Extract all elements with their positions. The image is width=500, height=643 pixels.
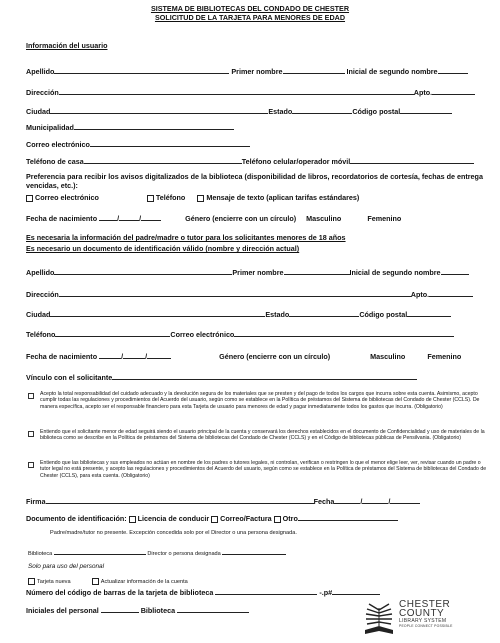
parent-telefono-field[interactable] xyxy=(55,329,170,337)
firma-row: Firma Fecha / / xyxy=(26,496,420,506)
codigo-postal-field[interactable] xyxy=(400,106,452,114)
parent-dob-row: Fecha de nacimiento / / Género (encierre con un círculo) Masculino Femenino xyxy=(26,352,462,361)
fecha-nac-label: Fecha de nacimiento xyxy=(26,214,98,223)
user-email-row xyxy=(26,139,250,149)
parent-telefono-label: Teléfono xyxy=(26,330,56,339)
logo-line-2: COUNTY xyxy=(399,608,445,619)
direccion-field[interactable] xyxy=(59,87,414,95)
ciudad-field[interactable] xyxy=(50,106,268,114)
parent-ciudad-field[interactable] xyxy=(50,309,265,317)
parent-primer-nombre-field[interactable] xyxy=(284,267,350,275)
user-name-row xyxy=(26,66,468,76)
tarjeta-nueva-label: Tarjeta nueva xyxy=(37,578,71,585)
codigo-postal-label: Código postal xyxy=(352,107,401,116)
parent-apto-field[interactable] xyxy=(429,289,473,297)
biblioteca-field[interactable] xyxy=(54,549,146,555)
doc-id-label: Documento de identificación: xyxy=(26,514,127,523)
tel-celular-field[interactable] xyxy=(350,156,474,164)
apellido-field[interactable] xyxy=(54,66,229,74)
doc-id-row xyxy=(26,513,398,523)
book-logo-icon xyxy=(363,600,397,636)
iniciales-row xyxy=(26,605,249,615)
correo-factura-checkbox[interactable] xyxy=(211,516,218,523)
vinculo-field[interactable] xyxy=(112,372,417,380)
opt-correo-label: Correo electrónico xyxy=(35,193,99,202)
correo-field[interactable] xyxy=(90,139,250,147)
parent-note-1: Es necesaria la información del padre/madre o tutor para los solicitantes menores de 18 años xyxy=(26,233,346,242)
dob-day-field[interactable] xyxy=(119,213,139,221)
fecha-label: Fecha xyxy=(313,497,335,506)
parent-name-row xyxy=(26,267,469,277)
licencia-checkbox[interactable] xyxy=(129,516,136,523)
actualizar-label: Actualizar información de la cuenta xyxy=(100,578,188,585)
parent-primer-nombre-label: Primer nombre xyxy=(232,268,284,277)
vinculo-label: Vínculo con el solicitante xyxy=(26,373,113,382)
iniciales-label: Iniciales del personal xyxy=(26,606,99,615)
parent-direccion-label: Dirección xyxy=(26,290,59,299)
user-city-row xyxy=(26,106,452,116)
municipalidad-field[interactable] xyxy=(74,122,234,130)
tel-celular-label: Teléfono celular/operador móvil xyxy=(241,157,351,166)
correo-checkbox[interactable] xyxy=(26,195,33,202)
parent-codigo-postal-label: Código postal xyxy=(359,310,408,319)
barcode-row xyxy=(26,587,380,597)
apto-field[interactable] xyxy=(432,87,475,95)
parent-estado-label: Estado xyxy=(265,310,290,319)
logo-line-1: CHESTER xyxy=(399,599,451,610)
p-number-label: -.p# xyxy=(319,588,333,597)
fecha-month-field[interactable] xyxy=(334,496,360,504)
firma-field[interactable] xyxy=(46,496,314,504)
otro-checkbox[interactable] xyxy=(274,516,281,523)
primer-nombre-field[interactable] xyxy=(283,66,345,74)
vinculo-row xyxy=(26,372,417,382)
p-number-field[interactable] xyxy=(332,587,380,595)
parent-direccion-field[interactable] xyxy=(59,289,411,297)
tel-casa-label: Teléfono de casa xyxy=(26,157,84,166)
telefono-checkbox[interactable] xyxy=(147,195,154,202)
parent-apellido-label: Apellido xyxy=(26,268,55,277)
parent-fecha-nac-label: Fecha de nacimiento xyxy=(26,352,98,361)
actualizar-checkbox[interactable] xyxy=(92,578,99,585)
director-field[interactable] xyxy=(222,549,286,555)
iniciales-field[interactable] xyxy=(101,605,139,613)
correo-factura-label: Correo/Factura xyxy=(220,514,272,523)
logo-line-3: LIBRARY SYSTEM xyxy=(399,618,447,624)
tarjeta-nueva-checkbox[interactable] xyxy=(28,578,35,585)
header-line-1: SISTEMA DE BIBLIOTECAS DEL CONDADO DE CHESTER xyxy=(150,4,350,13)
parent-address-row xyxy=(26,289,473,299)
genero-label: Género (encierre con un círculo) xyxy=(185,214,297,223)
inicial-label: Inicial de segundo nombre xyxy=(346,67,438,76)
parent-codigo-postal-field[interactable] xyxy=(407,309,451,317)
parent-inicial-label: Inicial de segundo nombre xyxy=(349,268,441,277)
user-dob-row: Fecha de nacimiento / / Género (encierre con un círculo) Masculino Femenino xyxy=(26,214,402,223)
header-line-2: SOLICITUD DE LA TARJETA PARA MENORES DE EDAD xyxy=(154,13,346,22)
parent-correo-field[interactable] xyxy=(234,329,454,337)
agreement-2-checkbox[interactable] xyxy=(28,431,34,437)
director-label: Director o persona designada xyxy=(147,551,221,557)
user-address-row xyxy=(26,87,475,97)
user-info-heading: Información del usuario xyxy=(26,41,108,50)
dob-month-field[interactable] xyxy=(99,213,117,221)
dob-year-field[interactable] xyxy=(141,213,161,221)
biblioteca-director-row xyxy=(28,549,286,557)
agreement-3-text: Entiendo que las bibliotecas y sus empleados no actúan en nombre de los padres o tutores legales, ni controlan, verifican o restringen lo que el menor elige leer, ver, revisar cuando un padre o tutor legal no está presente, y acepto las regulaciones y procedimientos del Acuerdo del usuario, según como se establece en la Política de préstamos del Sistema de bibliotecas del Condado de Chester (CCLS), para esta cuenta. (Obligatorio) xyxy=(40,460,487,479)
parent-ciudad-label: Ciudad xyxy=(26,310,51,319)
user-phone-row xyxy=(26,156,474,166)
ciudad-label: Ciudad xyxy=(26,107,51,116)
user-muni-row xyxy=(26,122,234,132)
logo-line-4: PEOPLE CONNECT POSSIBLE xyxy=(399,624,453,628)
municipalidad-label: Municipalidad xyxy=(26,123,74,132)
office-biblioteca-field[interactable] xyxy=(177,605,249,613)
fecha-day-field[interactable] xyxy=(362,496,388,504)
barcode-label: Número del código de barras de la tarjeta de biblioteca xyxy=(26,588,214,597)
correo-label: Correo electrónico xyxy=(26,140,90,149)
biblioteca-label: Biblioteca xyxy=(28,551,53,557)
parent-apto-label: Apto. xyxy=(410,290,430,299)
mensaje-checkbox[interactable] xyxy=(197,195,204,202)
parent-genero-label: Género (encierre con un círculo) xyxy=(219,352,331,361)
estado-label: Estado xyxy=(268,107,293,116)
parent-dob-day-field[interactable] xyxy=(123,351,145,359)
barcode-field[interactable] xyxy=(215,587,317,595)
estado-field[interactable] xyxy=(292,106,352,114)
opt-mensaje-label: Mensaje de texto (aplican tarifas estándares) xyxy=(206,193,360,202)
otro-label: Otro xyxy=(282,514,298,523)
parent-femenino-option[interactable]: Femenino xyxy=(427,352,462,361)
parent-note-2: Es necesario un documento de identificación válido (nombre y dirección actual) xyxy=(26,244,300,253)
inicial-field[interactable] xyxy=(438,66,468,74)
firma-label: Firma xyxy=(26,497,46,506)
femenino-option[interactable]: Femenino xyxy=(367,214,402,223)
fecha-year-field[interactable] xyxy=(390,496,420,504)
office-heading: Solo para uso del personal xyxy=(28,563,105,570)
office-options-row xyxy=(28,578,188,585)
chester-county-logo xyxy=(363,600,493,638)
preferencia-text: Preferencia para recibir los avisos digitalizados de la biblioteca (disponibilidad de libros, recordatorios de cortesía, fechas de entrega vencidas, etc.): xyxy=(26,172,483,190)
direccion-label: Dirección xyxy=(26,88,59,97)
apto-label: Apto. xyxy=(413,88,433,97)
parent-dob-month-field[interactable] xyxy=(99,351,121,359)
parent-dob-year-field[interactable] xyxy=(147,351,171,359)
parent-contact-row xyxy=(26,329,454,339)
parent-correo-label: Correo electrónico xyxy=(170,330,235,339)
not-present-text: Padre/madre/tutor no presente. Excepción concedida solo por el Director o una persona designada. xyxy=(50,530,297,536)
opt-telefono-label: Teléfono xyxy=(155,193,186,202)
otro-field[interactable] xyxy=(298,513,398,521)
parent-masculino-option[interactable]: Masculino xyxy=(370,352,406,361)
parent-apellido-field[interactable] xyxy=(54,267,232,275)
agreement-2-text: Entiendo que el solicitante menor de edad seguirá siendo el usuario principal de la cuenta y conservará los derechos establecidos en el documento de Confidencialidad y uso de materiales de la biblioteca como se describe en la Política de préstamos del Sistema de bibliotecas del Condado de Chester (CCLS) y en el Código de bibliotecas públicas de Pensilvania. (Obligatorio) xyxy=(40,429,485,442)
apellido-label: Apellido xyxy=(26,67,55,76)
parent-city-row xyxy=(26,309,451,319)
parent-estado-field[interactable] xyxy=(289,309,359,317)
agreement-1-checkbox[interactable] xyxy=(28,393,34,399)
licencia-label: Licencia de conducir xyxy=(137,514,210,523)
masculino-option[interactable]: Masculino xyxy=(306,214,342,223)
agreement-1-text: Acepto la total responsabilidad del cuidado adecuado y la devolución segura de los materiales que se presten y del pago de todos los cargos que incurra sobre esta cuenta. Asimismo, acepto cumplir todas las regulaciones y procedimientos del Acuerdo del usuario, según como se establece en la Política de préstamos del Sistema de bibliotecas del Condado de Chester (CCLS). De manera específica, acepto ser el responsable financiero para esta Tarjeta de usuario para menores de edad y pagar inmediatamente todos los gastos que incurra. (Obligatorio) xyxy=(40,391,480,410)
tel-casa-field[interactable] xyxy=(84,156,242,164)
agreement-3-checkbox[interactable] xyxy=(28,462,34,468)
parent-inicial-field[interactable] xyxy=(441,267,469,275)
primer-nombre-label: Primer nombre xyxy=(231,67,283,76)
office-biblioteca-label: Biblioteca xyxy=(140,606,176,615)
preferencia-options xyxy=(26,193,359,202)
